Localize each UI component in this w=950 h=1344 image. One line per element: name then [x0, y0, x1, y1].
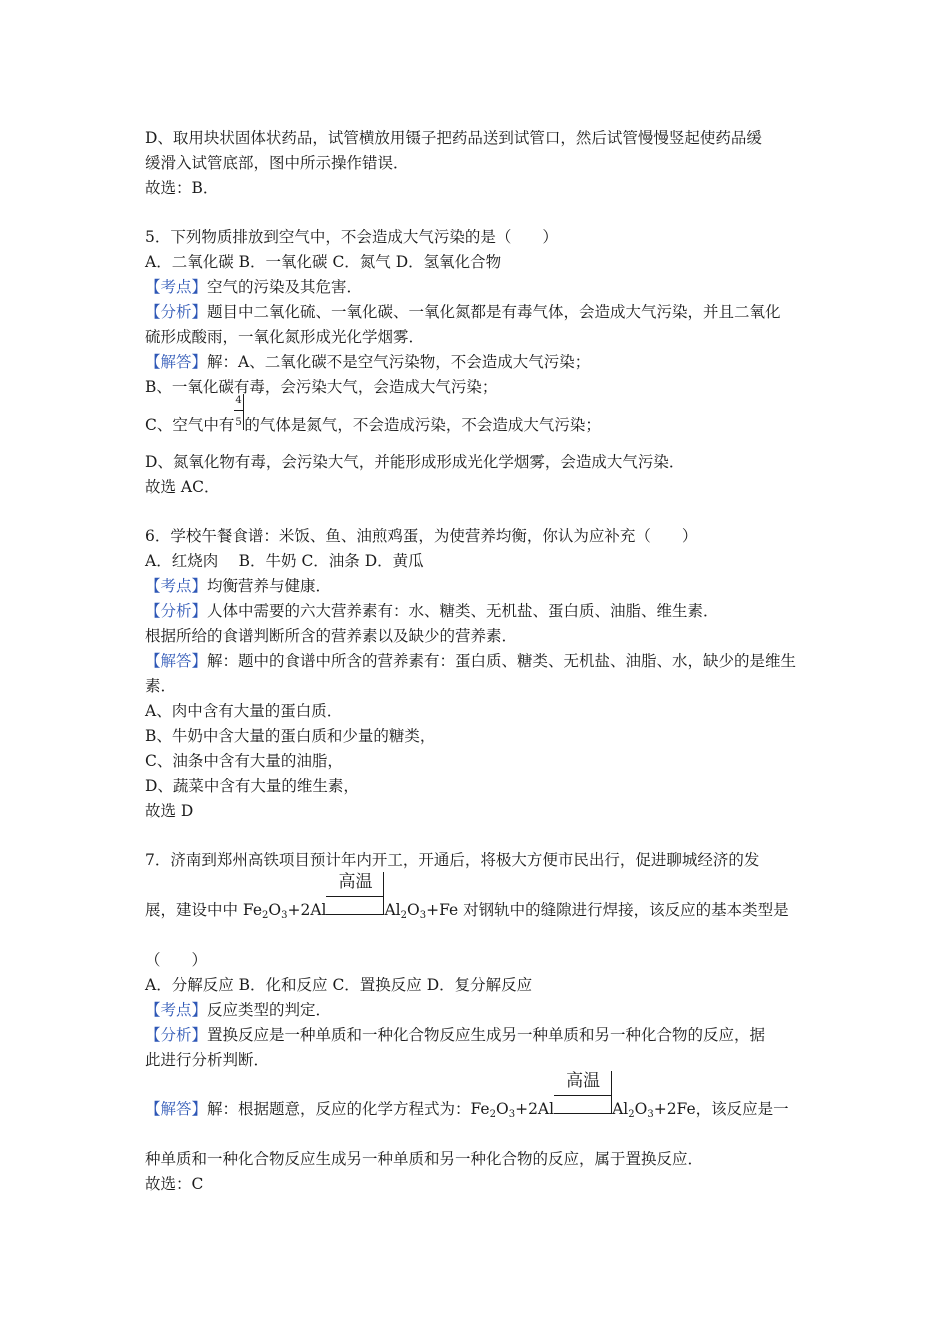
q5-fenxi: [145, 302, 781, 322]
kaodian-tag: 【考点】: [145, 278, 208, 296]
jieda-tag: 【解答】: [145, 652, 208, 670]
q5-option-d: D、氮氧化物有毒，会污染大气，并能形成形成光化学烟雾，会造成大气污染．: [145, 453, 685, 471]
q7-paren: （ ）: [145, 951, 208, 969]
equation-text: +2Al: [287, 901, 327, 919]
q5-option-c: [145, 395, 601, 435]
q6-jieda-line2: 素．: [145, 677, 177, 695]
jieda-text: 解：A、二氧化碳不是空气污染物，不会造成大气污染；: [207, 353, 591, 371]
equation-text: +2Al: [515, 1100, 555, 1118]
kaodian-tag: 【考点】: [145, 577, 208, 595]
kaodian-text: 均衡营养与健康．: [207, 577, 332, 595]
fenxi-text: 人体中需要的六大营养素有：水、糖类、无机盐、蛋白质、油脂、维生素．: [207, 602, 719, 620]
equation-text: Al: [612, 1100, 629, 1118]
fraction-denominator: 5: [235, 417, 242, 428]
fraction-numerator: 4: [235, 395, 242, 406]
q6-kaodian: [145, 576, 331, 596]
reaction-condition: 高温: [566, 1071, 601, 1091]
fenxi-tag: 【分析】: [145, 303, 208, 321]
q6-option-d: D、蔬菜中含有大量的维生素，: [145, 777, 359, 795]
kaodian-text: 空气的污染及其危害．: [207, 278, 363, 296]
q7-answer: 故选：C: [145, 1175, 204, 1193]
equation-text: 展，建设中中 Fe: [145, 901, 263, 919]
equation-text: +2Fe，该反应是一: [653, 1100, 789, 1118]
reaction-condition-arrow: [326, 872, 384, 920]
q5-c-pre: C、空气中有: [145, 416, 235, 434]
subscript: 3: [508, 1109, 516, 1120]
equation-text: +Fe 对钢轨中的缝隙进行焊接，该反应的基本类型是: [426, 901, 789, 919]
q5-fenxi-line2: 硫形成酸雨，一氧化氮形成光化学烟雾．: [145, 328, 425, 346]
q5-c-post: 的气体是氮气，不会造成污染，不会造成大气污染；: [244, 416, 601, 434]
subscript: 2: [489, 1109, 496, 1120]
q4-answer: 故选：B．: [145, 179, 219, 197]
reaction-condition: 高温: [338, 872, 373, 892]
q5-answer: 故选 AC．: [145, 478, 220, 496]
q7-kaodian: [145, 1000, 331, 1020]
q6-fenxi: [145, 601, 719, 621]
subscript: 2: [400, 910, 408, 921]
jieda-text: 解：题中的食谱中所含的营养素有：蛋白质、糖类、无机盐、油脂、水，缺少的是维生: [207, 652, 797, 670]
q5-kaodian: [145, 277, 362, 297]
jieda-tag: 【解答】: [145, 1100, 208, 1118]
reaction-condition-arrow: [554, 1071, 612, 1119]
q6-option-b: B、牛奶中含大量的蛋白质和少量的糖类，: [145, 727, 436, 745]
subscript: 3: [647, 1109, 654, 1120]
fenxi-text: 置换反应是一种单质和一种化合物反应生成另一种单质和另一种化合物的反应，据: [207, 1026, 766, 1044]
subscript: 2: [628, 1109, 635, 1120]
q6-option-c: C、油条中含有大量的油脂，: [145, 752, 343, 770]
fenxi-text: 题目中二氧化硫、一氧化碳、一氧化氮都是有毒气体，会造成大气污染，并且二氧化: [207, 303, 781, 321]
q6-stem: 6．学校午餐食谱：米饭、鱼、油煎鸡蛋，为使营养均衡，你认为应补充（ ）: [145, 527, 698, 545]
q7-jieda: [145, 1071, 789, 1120]
q7-options: A．分解反应 B．化和反应 C．置换反应 D．复分解反应: [145, 976, 533, 994]
subscript: 2: [262, 910, 269, 921]
fenxi-tag: 【分析】: [145, 602, 208, 620]
equation-text: O: [495, 1100, 509, 1118]
q5-options: A．二氧化碳 B．一氧化碳 C．氮气 D．氢氧化合物: [145, 253, 502, 271]
jieda-text: 解：根据题意，反应的化学方程式为：Fe: [207, 1100, 490, 1118]
q6-fenxi-line2: 根据所给的食谱判断所含的营养素以及缺少的营养素．: [145, 627, 518, 645]
equation-text: O: [268, 901, 282, 919]
kaodian-text: 反应类型的判定．: [207, 1001, 332, 1019]
q7-fenxi-line2: 此进行分析判断．: [145, 1051, 270, 1069]
q6-options: A．红烧肉 B．牛奶 C．油条 D．黄瓜: [145, 552, 424, 570]
q7-jieda-line2: 种单质和一种化合物反应生成另一种单质和另一种化合物的反应，属于置换反应．: [145, 1150, 704, 1168]
q4-option-d-line1: D、取用块状固体状药品，试管横放用镊子把药品送到试管口，然后试管慢慢竖起使药品缓: [145, 129, 762, 147]
q7-stem-line1: 7．济南到郑州高铁项目预计年内开工，开通后，将极大方便市民出行，促进聊城经济的发: [145, 851, 760, 869]
q5-stem: 5．下列物质排放到空气中，不会造成大气污染的是（ ）: [145, 228, 558, 246]
fraction-mark: [234, 395, 244, 430]
q7-fenxi: [145, 1025, 765, 1045]
equation-text: Al: [384, 901, 401, 919]
equation-text: O: [407, 901, 420, 919]
q5-jieda: [145, 352, 590, 372]
q7-stem-line2: [145, 872, 789, 921]
q4-option-d-line2: 缓滑入试管底部，图中所示操作错误．: [145, 154, 409, 172]
subscript: 3: [281, 910, 288, 921]
q6-jieda: [145, 651, 796, 671]
q5-option-b: B、一氧化碳有毒，会污染大气，会造成大气污染；: [145, 378, 498, 396]
q6-answer: 故选 D: [145, 802, 194, 820]
jieda-tag: 【解答】: [145, 353, 208, 371]
q6-option-a: A、肉中含有大量的蛋白质．: [145, 702, 343, 720]
fenxi-tag: 【分析】: [145, 1026, 208, 1044]
equation-text: O: [634, 1100, 648, 1118]
subscript: 3: [419, 910, 427, 921]
kaodian-tag: 【考点】: [145, 1001, 208, 1019]
